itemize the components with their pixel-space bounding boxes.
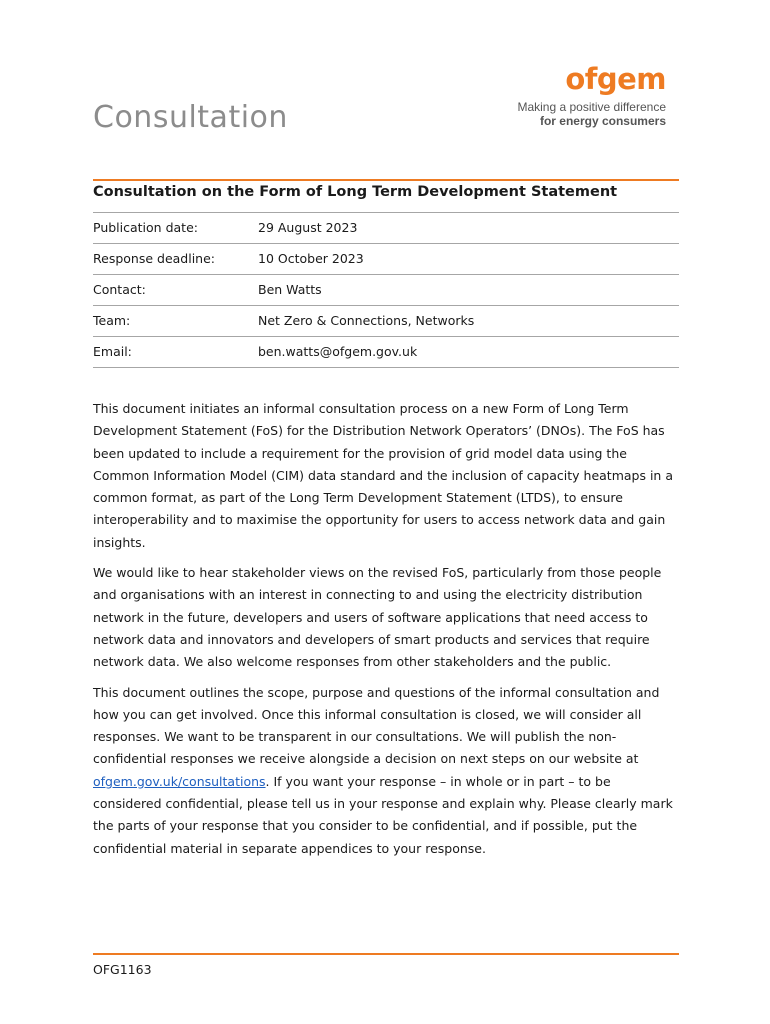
consultation-details-table — [93, 212, 679, 368]
detail-row-publication-date — [93, 212, 679, 243]
ofgem-logo — [517, 62, 666, 128]
detail-label: Contact: — [93, 282, 146, 297]
document-reference: OFG1163 — [93, 962, 152, 977]
logo-wordmark: ofgem — [565, 62, 666, 96]
body-paragraph-3-end: . If you want your response – in whole or in part – to be considered confidential, please tell us in your response and explain why. Please clearly mark the parts of your response that you consider to be confidential, and if possible, put the confidential material in separate appendices to your response. — [93, 773, 673, 856]
detail-row-response-deadline — [93, 243, 679, 274]
consultations-link[interactable]: ofgem.gov.uk/consultations — [93, 773, 266, 789]
detail-label: Email: — [93, 344, 132, 359]
detail-value: ben.watts@ofgem.gov.uk — [258, 344, 418, 359]
detail-label: Publication date: — [93, 220, 198, 235]
top-divider — [93, 179, 679, 181]
detail-value: 29 August 2023 — [258, 220, 358, 235]
logo-tagline-line-1: Making a positive difference — [517, 100, 666, 114]
consultation-heading: Consultation on the Form of Long Term Development Statement — [93, 184, 618, 200]
body-paragraph-2: We would like to hear stakeholder views on the revised FoS, particularly from those people and organisations with an interest in connecting to and using the electricity distribution network in the future, developers and users of software applications that need access to network data and innovators and developers of smart products and services that require network data. We also welcome responses from other stakeholders and the public. — [93, 565, 662, 670]
body-paragraph-1: This document initiates an informal consultation process on a new Form of Long Term Development Statement (FoS) for the Distribution Network Operators’ (DNOs). The FoS has been updated to include a requirement for the provision of grid model data using the Common Information Model (CIM) data standard and the inclusion of capacity heatmaps in a common format, as part of the Long Term Development Statement (LTDS), to ensure interoperability and to maximise the opportunity for users to access network data and gain insights. — [93, 401, 673, 550]
detail-row-contact — [93, 274, 679, 305]
detail-row-email — [93, 336, 679, 368]
detail-value: Net Zero & Connections, Networks — [258, 313, 475, 328]
body-paragraph-3 — [93, 682, 683, 860]
footer-divider — [93, 953, 679, 955]
logo-tagline-line-2: for energy consumers — [539, 114, 666, 128]
detail-value: Ben Watts — [258, 282, 322, 297]
body-paragraph-3-start: This document outlines the scope, purpose and questions of the informal consultation and how you can get involved. Once this informal consultation is closed, we will consider all responses. We want to be transparent in our consultations. We will publish the non-confidential responses we receive alongside a decision on next steps on our website at — [93, 684, 660, 767]
detail-label: Response deadline: — [93, 251, 215, 266]
document-body — [93, 398, 683, 868]
detail-value: 10 October 2023 — [258, 251, 364, 266]
detail-row-team — [93, 305, 679, 336]
detail-label: Team: — [93, 313, 131, 328]
page-title: Consultation — [93, 100, 288, 135]
